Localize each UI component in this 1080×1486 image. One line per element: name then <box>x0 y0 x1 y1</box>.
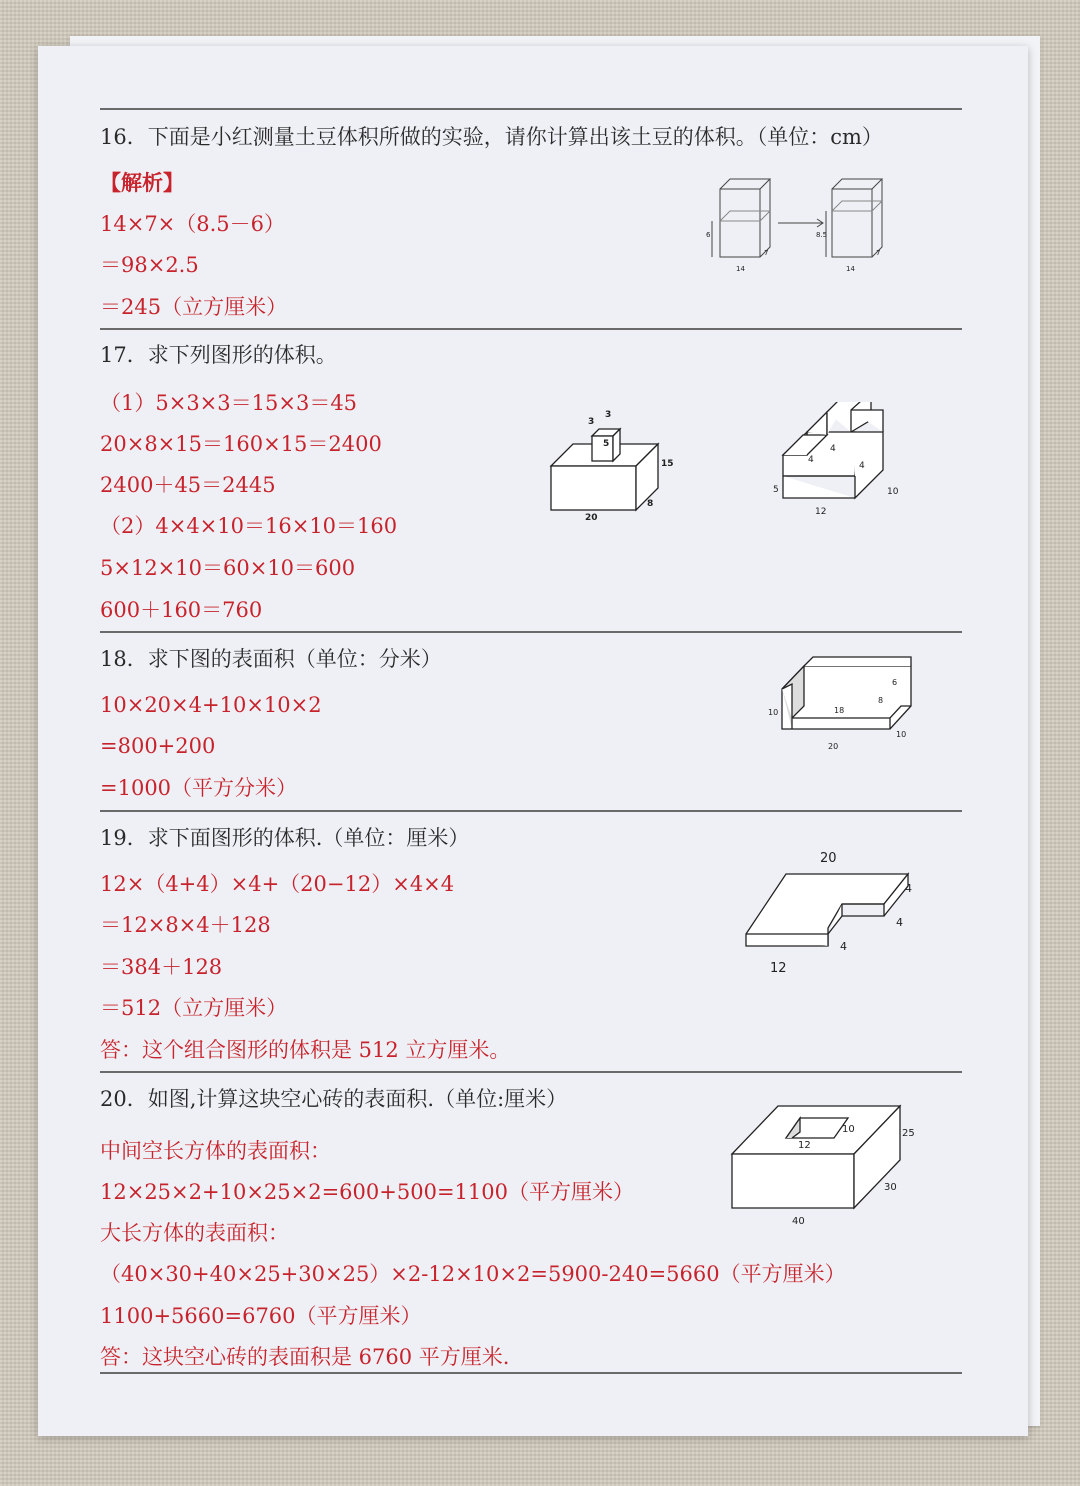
q19-answer: 答：这个组合图形的体积是 512 立方厘米。 <box>100 1038 511 1062</box>
label-left-width: 14 <box>736 265 745 273</box>
q17-step-1: （1）5×3×3＝15×3＝45 <box>100 391 358 415</box>
label-small-height: 5 <box>603 439 610 449</box>
q17-step-6: 600＋160＝760 <box>100 598 263 622</box>
question-20: 20．如图,计算这块空心砖的表面积.（单位:厘米） <box>100 1087 568 1111</box>
q20-figure <box>726 1098 926 1238</box>
q16-step-3: ＝245（立方厘米） <box>100 295 288 319</box>
worksheet-page <box>38 46 1028 1436</box>
label-big-height: 15 <box>661 459 674 469</box>
label-bottom: 12 <box>770 961 787 976</box>
label-width: 40 <box>792 1216 805 1227</box>
label-big-depth: 8 <box>647 499 654 509</box>
q19-step-4: ＝512（立方厘米） <box>100 996 288 1020</box>
label-inner-depth: 8 <box>878 696 884 705</box>
q16-step-1: 14×7×（8.5－6） <box>100 212 286 236</box>
label-left-height: 5 <box>773 485 779 495</box>
label-right-width: 14 <box>846 265 855 273</box>
question-16: 16．下面是小红测量土豆体积所做的实验，请你计算出该土豆的体积。（单位：cm） <box>100 125 883 149</box>
q16-step-2: ＝98×2.5 <box>100 253 199 277</box>
analysis-header: 【解析】 <box>100 170 184 195</box>
q19-step-2: ＝12×8×4＋128 <box>100 913 271 937</box>
label-depth: 30 <box>884 1182 897 1193</box>
label-inner: 18 <box>834 706 845 715</box>
question-18: 18．求下图的表面积（单位：分米） <box>100 647 442 671</box>
q18-figure <box>756 651 926 761</box>
q17-step-4: （2）4×4×10＝16×10＝160 <box>100 514 398 538</box>
label-hole-width: 12 <box>798 1140 811 1151</box>
q19-figure <box>738 846 928 986</box>
question-17: 17．求下列图形的体积。 <box>100 343 337 367</box>
q20-answer: 答：这块空心砖的表面积是 6760 平方厘米. <box>100 1345 510 1369</box>
divider <box>100 631 962 633</box>
q18-step-1: 10×20×4+10×10×2 <box>100 693 322 717</box>
q20-step-3: 大长方体的表面积： <box>100 1221 289 1245</box>
label-top: 20 <box>820 851 837 866</box>
label-notch: 4 <box>840 940 847 953</box>
label-wall: 6 <box>892 678 898 687</box>
label-height: 10 <box>768 708 779 717</box>
divider <box>100 1071 962 1073</box>
q20-step-5: 1100+5660=6760（平方厘米） <box>100 1304 422 1328</box>
label-step-top: 4 <box>808 455 814 465</box>
q18-step-2: =800+200 <box>100 734 216 758</box>
q17-step-3: 2400＋45＝2445 <box>100 473 276 497</box>
divider <box>100 1372 962 1374</box>
question-19: 19．求下面图形的体积.（单位：厘米） <box>100 826 470 850</box>
divider <box>100 810 962 812</box>
label-top-b: 3 <box>605 410 612 420</box>
label-right-depth: 7 <box>876 249 881 257</box>
label-width: 20 <box>828 742 839 751</box>
divider <box>100 108 962 110</box>
q16-figure-containers <box>698 171 898 281</box>
label-step-inner-b: 4 <box>859 461 865 471</box>
q17-figure-1 <box>543 404 693 524</box>
q20-step-1: 中间空长方体的表面积： <box>100 1139 331 1163</box>
label-big-width: 20 <box>585 513 598 523</box>
q20-step-4: （40×30+40×25+30×25）×2-12×10×2=5900-240=5660（平方厘米） <box>100 1262 846 1286</box>
q17-step-5: 5×12×10＝60×10＝600 <box>100 556 356 580</box>
q19-step-1: 12×（4+4）×4+（20−12）×4×4 <box>100 872 455 896</box>
label-hole-depth: 10 <box>842 1124 855 1135</box>
q17-figure-2 <box>763 402 933 532</box>
divider <box>100 328 962 330</box>
label-right-b: 4 <box>896 916 903 929</box>
q19-step-3: ＝384＋128 <box>100 955 223 979</box>
label-step-inner-a: 4 <box>830 444 836 454</box>
label-height: 25 <box>902 1128 915 1139</box>
q18-step-3: =1000（平方分米） <box>100 776 298 800</box>
label-top-a: 3 <box>588 417 595 427</box>
label-depth: 10 <box>887 487 899 497</box>
label-width: 12 <box>815 507 827 517</box>
q20-step-2: 12×25×2+10×25×2=600+500=1100（平方厘米） <box>100 1180 634 1204</box>
label-depth: 10 <box>896 730 907 739</box>
label-right-a: 4 <box>905 882 912 895</box>
label-left-depth: 7 <box>764 249 769 257</box>
q17-step-2: 20×8×15＝160×15＝2400 <box>100 432 382 456</box>
label-right-height: 8.5 <box>816 231 828 239</box>
label-left-height: 6 <box>706 231 711 239</box>
